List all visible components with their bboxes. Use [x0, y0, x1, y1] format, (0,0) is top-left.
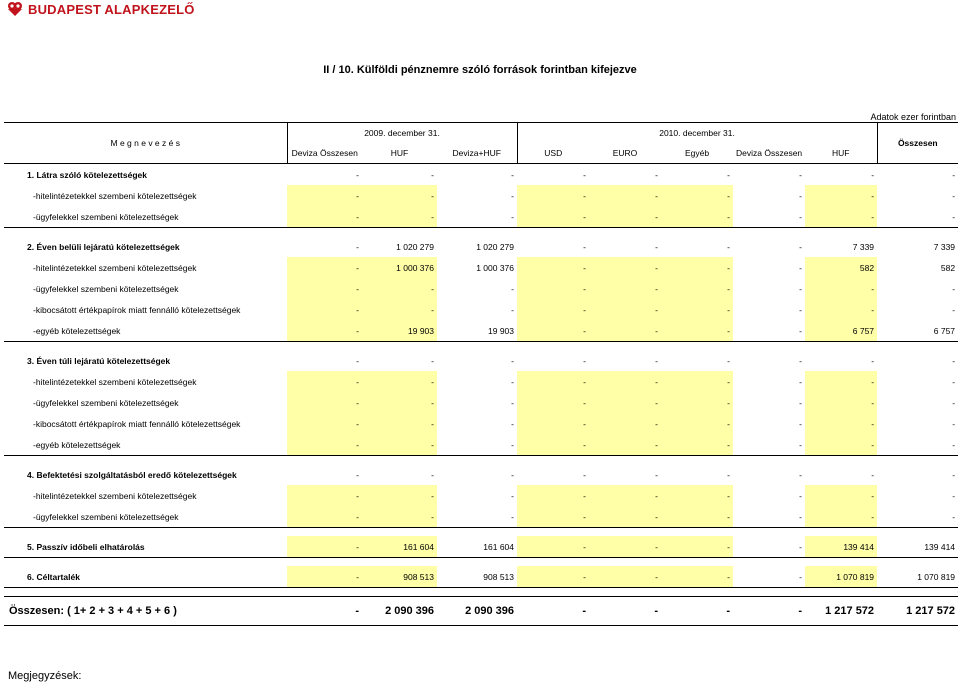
row-separator — [4, 528, 958, 537]
value-cell: 2 090 396 — [362, 597, 437, 626]
value-cell: 1 020 279 — [396, 241, 434, 252]
value-cell: - — [799, 262, 803, 273]
value-cell: - — [661, 566, 733, 588]
value-cell: - — [583, 241, 587, 252]
value-cell: - — [661, 485, 733, 506]
value-cell: - — [431, 469, 434, 480]
value-cell: - — [952, 511, 956, 522]
row-label: -hitelintézetekkel szembeni kötelezettségek — [33, 376, 197, 387]
value-cell: - — [799, 169, 803, 180]
value-cell: 19 903 — [488, 325, 515, 336]
col-header: USD — [517, 143, 589, 164]
row-label: -kibocsátott értékpapírok miatt fennálló kötelezettségek — [33, 304, 241, 315]
value-cell: - — [655, 355, 659, 366]
value-cell: - — [589, 392, 661, 413]
value-cell: - — [356, 469, 359, 480]
value-cell: - — [661, 185, 733, 206]
value-cell: - — [583, 169, 587, 180]
value-cell: - — [511, 190, 515, 201]
name-column-header: M e g n e v e z é s — [4, 123, 287, 164]
value-cell: - — [517, 536, 589, 558]
value-cell: - — [589, 566, 661, 588]
value-cell: - — [805, 392, 877, 413]
value-cell: - — [871, 169, 875, 180]
table-row — [4, 392, 958, 413]
value-cell: 161 604 — [483, 541, 515, 552]
value-cell: - — [661, 206, 733, 228]
brand-name: BUDAPEST ALAPKEZELŐ — [28, 1, 195, 17]
value-cell: - — [952, 469, 956, 480]
value-cell: - — [287, 185, 362, 206]
year-2009-header: 2009. december 31. — [287, 123, 517, 144]
row-label: -hitelintézetekkel szembeni kötelezettségek — [33, 262, 197, 273]
table-row — [4, 278, 958, 299]
value-cell: 1 070 819 — [917, 571, 956, 582]
value-cell: - — [799, 490, 803, 501]
value-cell: - — [517, 566, 589, 588]
value-cell: - — [287, 278, 362, 299]
value-cell: - — [805, 185, 877, 206]
value-cell: - — [799, 211, 803, 222]
table-row — [4, 299, 958, 320]
separator-cell — [4, 528, 958, 537]
value-cell: 1 217 572 — [877, 597, 958, 626]
section-row — [4, 566, 958, 588]
value-cell: - — [799, 397, 803, 408]
value-cell: - — [362, 506, 437, 528]
value-cell: - — [589, 413, 661, 434]
value-cell: - — [799, 439, 803, 450]
row-label: -ügyfelekkel szembeni kötelezettségek — [33, 211, 179, 222]
value-cell: 582 — [805, 257, 877, 278]
value-cell: - — [799, 283, 803, 294]
total-row — [4, 597, 958, 626]
value-cell: 2 090 396 — [437, 597, 517, 626]
col-header: Deviza+HUF — [437, 143, 517, 164]
separator-cell — [4, 228, 958, 237]
value-cell: - — [952, 490, 956, 501]
value-cell: - — [287, 299, 362, 320]
value-cell: - — [799, 469, 803, 480]
value-cell: 19 903 — [362, 320, 437, 342]
value-cell: - — [805, 434, 877, 456]
table-row — [4, 371, 958, 392]
col-header: EURO — [589, 143, 661, 164]
value-cell: - — [661, 506, 733, 528]
separator-cell — [4, 342, 958, 351]
value-cell: - — [517, 434, 589, 456]
brand-mark-icon — [6, 1, 24, 17]
value-cell: - — [661, 320, 733, 342]
value-cell: - — [799, 304, 803, 315]
value-cell: - — [517, 320, 589, 342]
row-label: Összesen: ( 1+ 2 + 3 + 4 + 5 + 6 ) — [4, 597, 287, 626]
value-cell: - — [362, 299, 437, 320]
row-label: -ügyfelekkel szembeni kötelezettségek — [33, 397, 179, 408]
row-label: 6. Céltartalék — [27, 571, 80, 582]
value-cell: - — [661, 278, 733, 299]
value-cell: - — [871, 469, 875, 480]
value-cell: - — [517, 413, 589, 434]
value-cell: 1 000 376 — [362, 257, 437, 278]
table-row — [4, 506, 958, 528]
col-header: HUF — [362, 143, 437, 164]
value-cell: - — [517, 299, 589, 320]
value-cell: - — [805, 485, 877, 506]
value-cell: 7 339 — [852, 241, 875, 252]
page-title: II / 10. Külföldi pénznemre szóló források forintban kifejezve — [323, 64, 637, 76]
value-cell: - — [661, 597, 733, 626]
value-cell: - — [805, 371, 877, 392]
table-row — [4, 206, 958, 228]
section-row — [4, 164, 958, 186]
value-cell: 6 757 — [805, 320, 877, 342]
value-cell: - — [431, 355, 434, 366]
separator-cell — [4, 558, 958, 567]
value-cell: - — [727, 469, 731, 480]
value-cell: - — [287, 257, 362, 278]
value-cell: - — [952, 283, 956, 294]
value-cell: - — [799, 241, 803, 252]
value-cell: - — [952, 304, 956, 315]
value-cell: - — [287, 413, 362, 434]
row-label: 4. Befektetési szolgáltatásból eredő kötelezettségek — [27, 469, 237, 480]
value-cell: - — [511, 211, 515, 222]
value-cell: - — [356, 169, 359, 180]
value-cell: - — [661, 257, 733, 278]
row-separator — [4, 228, 958, 237]
value-cell: - — [517, 485, 589, 506]
value-cell: - — [805, 206, 877, 228]
total-column-header: Összesen — [877, 123, 958, 164]
row-label: 2. Éven belüli lejáratú kötelezettségek — [27, 241, 180, 252]
value-cell: - — [589, 597, 661, 626]
value-cell: - — [517, 597, 589, 626]
row-label: -kibocsátott értékpapírok miatt fennálló kötelezettségek — [33, 418, 241, 429]
row-label: -egyéb kötelezettségek — [33, 439, 121, 450]
value-cell: - — [661, 392, 733, 413]
value-cell: 1 020 279 — [476, 241, 515, 252]
value-cell: - — [511, 376, 515, 387]
value-cell: - — [517, 278, 589, 299]
value-cell: 908 513 — [483, 571, 515, 582]
row-label: -hitelintézetekkel szembeni kötelezettségek — [33, 490, 197, 501]
value-cell: - — [799, 355, 803, 366]
value-cell: - — [655, 169, 659, 180]
value-cell: - — [362, 185, 437, 206]
section-row — [4, 536, 958, 558]
row-separator — [4, 456, 958, 465]
value-cell: - — [511, 304, 515, 315]
value-cell: - — [287, 206, 362, 228]
value-cell: - — [805, 506, 877, 528]
value-cell: - — [799, 571, 803, 582]
value-cell: - — [362, 392, 437, 413]
notes-label: Megjegyzések: — [8, 670, 82, 682]
value-cell: - — [952, 169, 956, 180]
value-cell: - — [583, 469, 587, 480]
value-cell: - — [589, 185, 661, 206]
value-cell: - — [362, 434, 437, 456]
value-cell: - — [952, 418, 956, 429]
value-cell: - — [511, 511, 515, 522]
value-cell: - — [287, 434, 362, 456]
value-cell: 139 414 — [805, 536, 877, 558]
value-cell: - — [661, 536, 733, 558]
value-cell: 6 757 — [933, 325, 956, 336]
row-label: -ügyfelekkel szembeni kötelezettségek — [33, 283, 179, 294]
brand-logo — [6, 1, 195, 17]
value-cell: - — [661, 371, 733, 392]
value-cell: - — [799, 190, 803, 201]
value-cell: - — [511, 418, 515, 429]
value-cell: - — [799, 418, 803, 429]
value-cell: - — [727, 169, 731, 180]
separator-cell — [4, 588, 958, 597]
value-cell: - — [356, 355, 359, 366]
value-cell: - — [799, 511, 803, 522]
value-cell: - — [589, 506, 661, 528]
col-header: Egyéb — [661, 143, 733, 164]
value-cell: - — [655, 241, 659, 252]
year-2010-header: 2010. december 31. — [517, 123, 877, 144]
value-cell: - — [589, 371, 661, 392]
value-cell: - — [517, 257, 589, 278]
header-row-years — [4, 123, 958, 144]
value-cell: - — [287, 566, 362, 588]
separator-cell — [4, 456, 958, 465]
value-cell: - — [362, 206, 437, 228]
value-cell: - — [511, 283, 515, 294]
value-cell: - — [287, 536, 362, 558]
value-cell: - — [517, 371, 589, 392]
value-cell: - — [952, 397, 956, 408]
value-cell: - — [805, 299, 877, 320]
section-row — [4, 464, 958, 485]
value-cell: - — [287, 371, 362, 392]
value-cell: 908 513 — [362, 566, 437, 588]
value-cell: 1 217 572 — [805, 597, 877, 626]
row-separator — [4, 558, 958, 567]
col-header: HUF — [805, 143, 877, 164]
value-cell: - — [589, 320, 661, 342]
value-cell: 1 000 376 — [476, 262, 515, 273]
value-cell: - — [287, 320, 362, 342]
value-cell: - — [511, 169, 515, 180]
value-cell: - — [805, 278, 877, 299]
value-cell: - — [511, 439, 515, 450]
row-label: 5. Passzív időbeli elhatárolás — [27, 541, 145, 552]
col-header: Deviza Összesen — [733, 143, 805, 164]
row-label: -egyéb kötelezettségek — [33, 325, 121, 336]
value-cell: 139 414 — [924, 541, 956, 552]
value-cell: 7 339 — [933, 241, 956, 252]
value-cell: - — [517, 392, 589, 413]
value-cell: - — [287, 506, 362, 528]
value-cell: - — [362, 413, 437, 434]
liabilities-table — [4, 122, 958, 626]
table-row — [4, 257, 958, 278]
value-cell: - — [952, 439, 956, 450]
value-cell: - — [589, 434, 661, 456]
value-cell: 1 070 819 — [805, 566, 877, 588]
row-label: -ügyfelekkel szembeni kötelezettségek — [33, 511, 179, 522]
value-cell: - — [733, 597, 805, 626]
value-cell: - — [661, 413, 733, 434]
value-cell: - — [356, 241, 359, 252]
value-cell: - — [661, 434, 733, 456]
value-cell: - — [589, 299, 661, 320]
value-cell: - — [511, 355, 515, 366]
value-cell: - — [589, 206, 661, 228]
value-cell: - — [589, 485, 661, 506]
value-cell: - — [661, 299, 733, 320]
table-row — [4, 185, 958, 206]
value-cell: - — [287, 392, 362, 413]
table-row — [4, 320, 958, 342]
value-cell: - — [287, 597, 362, 626]
value-cell: - — [871, 355, 875, 366]
value-cell: - — [362, 485, 437, 506]
value-cell: - — [583, 355, 587, 366]
row-label: -hitelintézetekkel szembeni kötelezettségek — [33, 190, 197, 201]
table-row — [4, 413, 958, 434]
value-cell: - — [517, 185, 589, 206]
value-cell: - — [727, 355, 731, 366]
value-cell: - — [589, 257, 661, 278]
value-cell: - — [655, 469, 659, 480]
table-row — [4, 485, 958, 506]
value-cell: - — [511, 397, 515, 408]
row-separator — [4, 588, 958, 597]
value-cell: - — [799, 376, 803, 387]
value-cell: 582 — [940, 262, 956, 273]
value-cell: - — [589, 278, 661, 299]
value-cell: - — [799, 541, 803, 552]
value-cell: - — [511, 469, 515, 480]
value-cell: - — [805, 413, 877, 434]
section-row — [4, 236, 958, 257]
value-cell: - — [727, 241, 731, 252]
value-cell: - — [362, 278, 437, 299]
value-cell: - — [517, 506, 589, 528]
value-cell: - — [952, 376, 956, 387]
value-cell: - — [511, 490, 515, 501]
value-cell: - — [431, 169, 434, 180]
section-row — [4, 350, 958, 371]
value-cell: - — [952, 355, 956, 366]
value-cell: - — [517, 206, 589, 228]
table-row — [4, 434, 958, 456]
value-cell: 161 604 — [362, 536, 437, 558]
row-separator — [4, 342, 958, 351]
units-note: Adatok ezer forintban — [870, 112, 956, 122]
value-cell: - — [952, 211, 956, 222]
value-cell: - — [287, 485, 362, 506]
value-cell: - — [799, 325, 803, 336]
value-cell: - — [362, 371, 437, 392]
row-label: 1. Látra szóló kötelezettségek — [27, 169, 147, 180]
value-cell: - — [589, 536, 661, 558]
value-cell: - — [952, 190, 956, 201]
col-header: Deviza Összesen — [287, 143, 362, 164]
row-label: 3. Éven túli lejáratú kötelezettségek — [27, 355, 171, 366]
